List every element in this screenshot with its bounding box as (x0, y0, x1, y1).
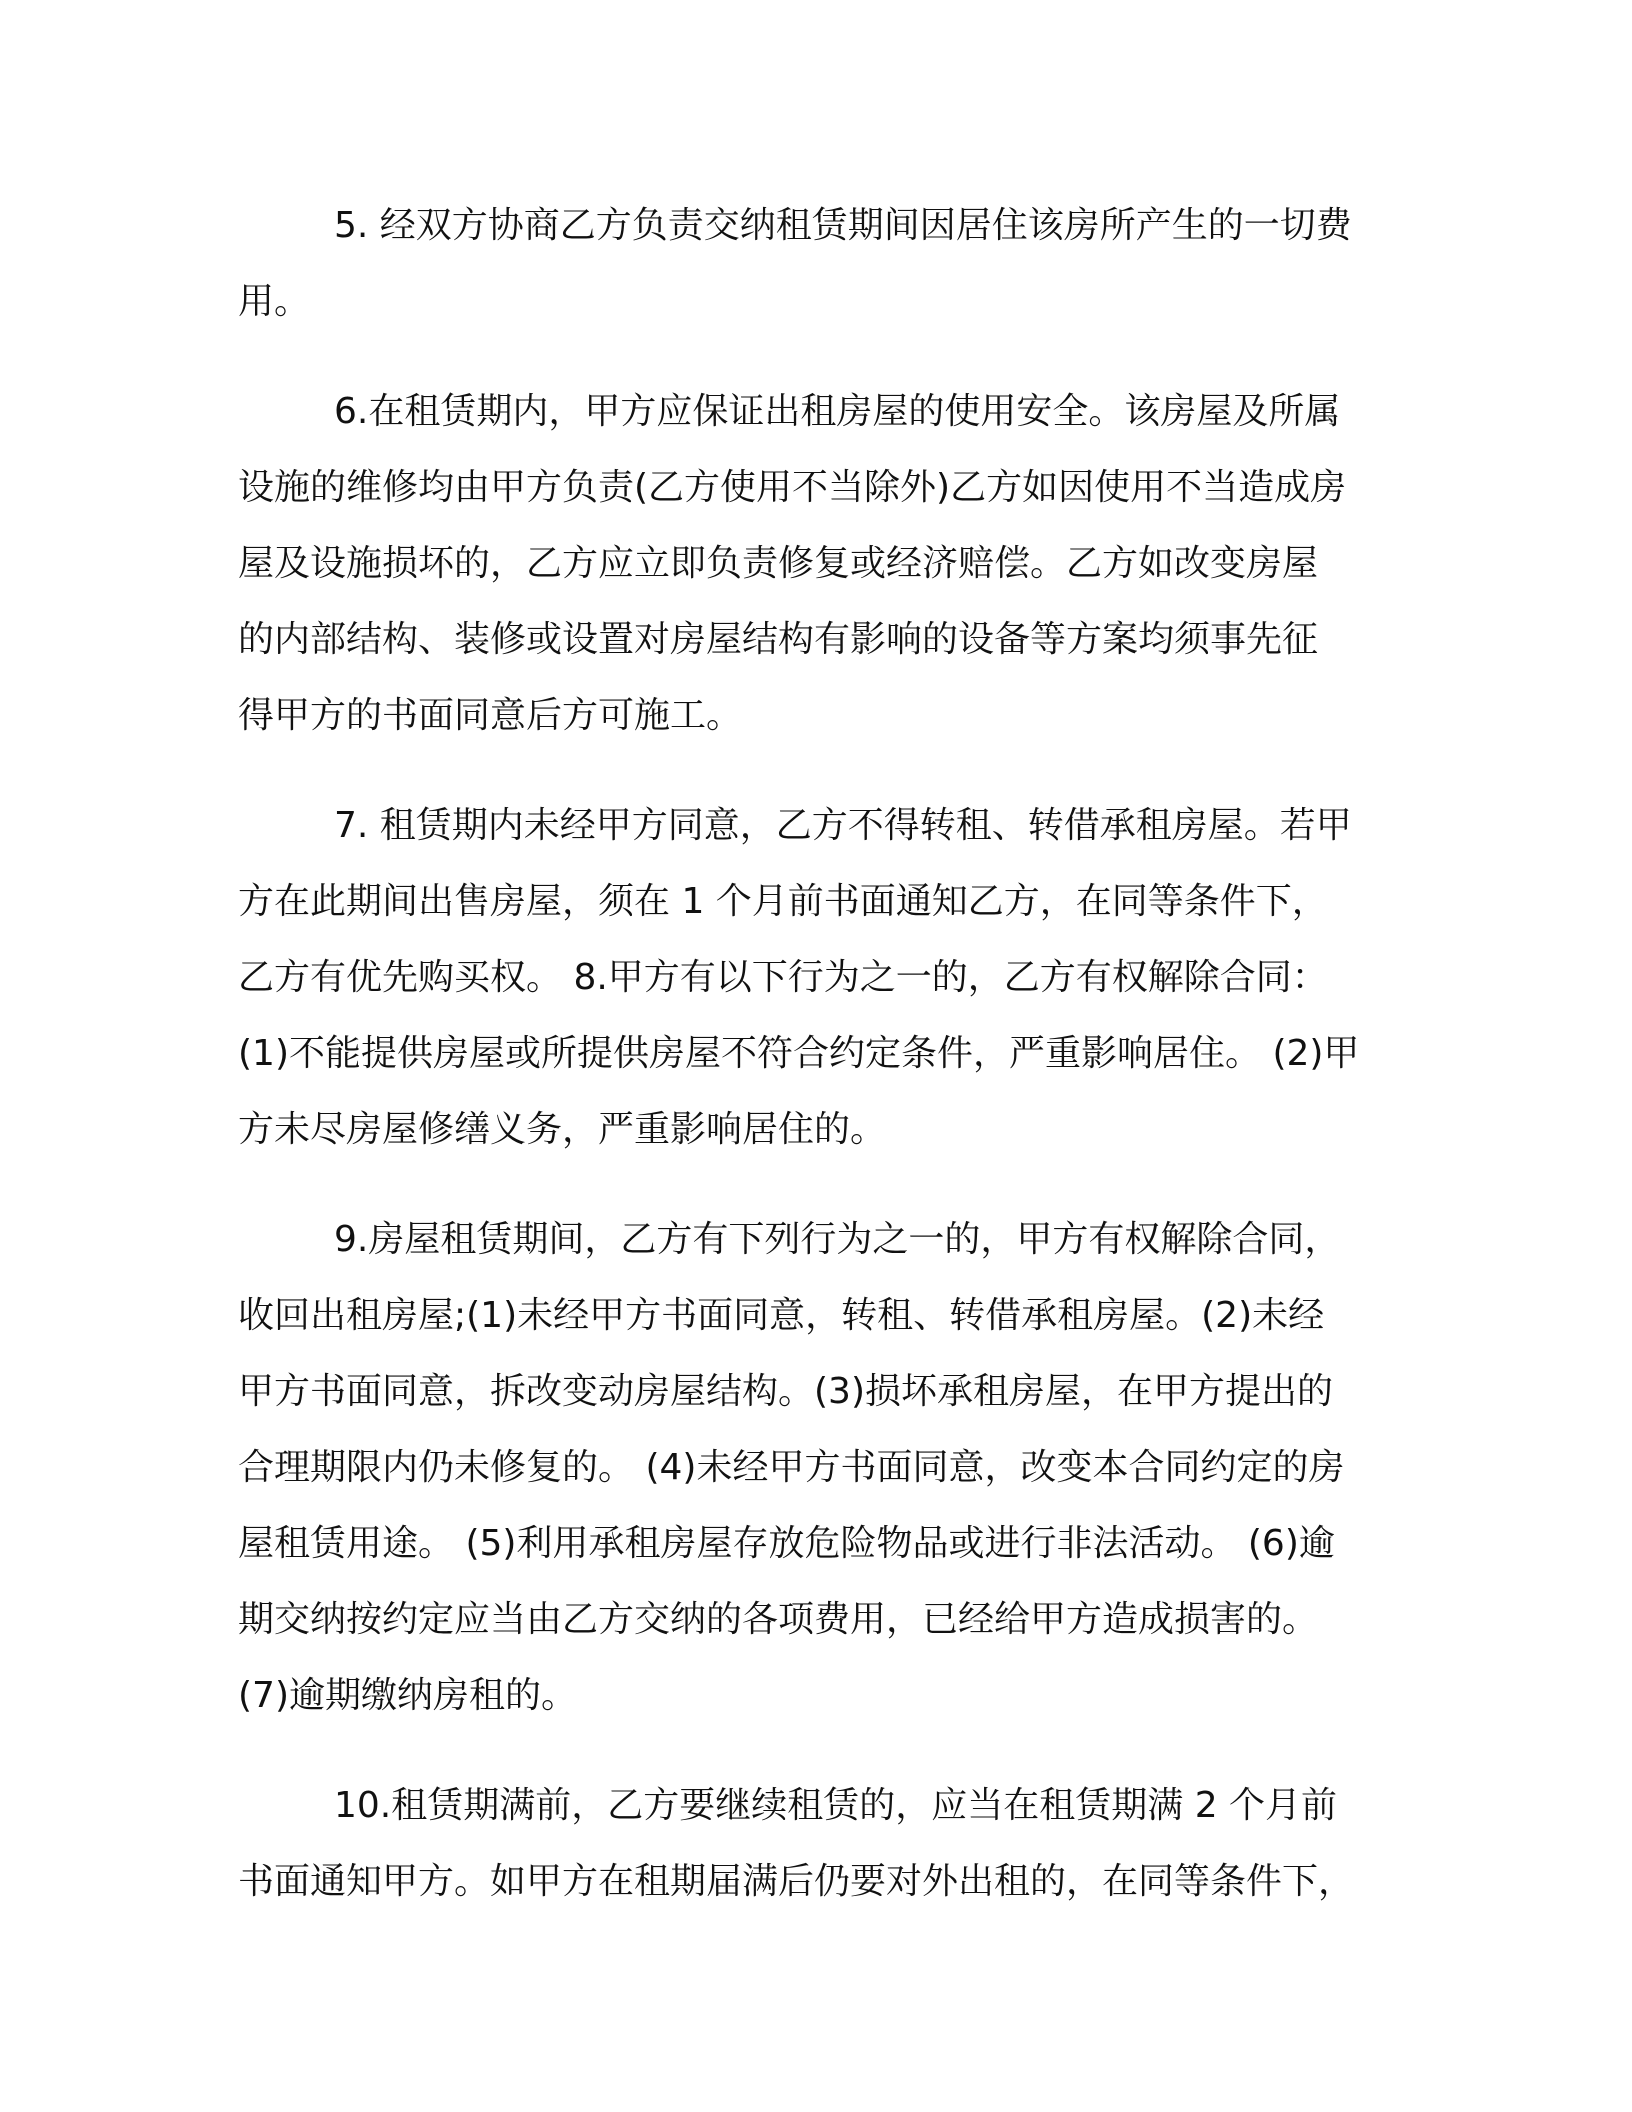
text-line: 用。 (238, 281, 311, 322)
text-line: 收回出租房屋;(1)未经甲方书面同意，转租、转借承租房屋。(2)未经 (238, 1295, 1325, 1336)
text-line: 10.租赁期满前，乙方要继续租赁的，应当在租赁期满 2 个月前 (334, 1785, 1338, 1826)
paragraph-6 (238, 374, 1386, 754)
text-line: 6.在租赁期内，甲方应保证出租房屋的使用安全。该房屋及所属 (334, 391, 1341, 432)
paragraph-9 (238, 1202, 1386, 1734)
text-line: 方未尽房屋修缮义务，严重影响居住的。 (238, 1109, 887, 1150)
text-line: 的内部结构、装修或设置对房屋结构有影响的设备等方案均须事先征 (238, 619, 1319, 660)
text-line: 7. 租赁期内未经甲方同意，乙方不得转租、转借承租房屋。若甲 (334, 805, 1352, 846)
text-line: 屋及设施损坏的，乙方应立即负责修复或经济赔偿。乙方如改变房屋 (238, 543, 1319, 584)
paragraph-5 (238, 188, 1386, 340)
text-line: 9.房屋租赁期间，乙方有下列行为之一的，甲方有权解除合同， (334, 1219, 1341, 1260)
text-line: (7)逾期缴纳房租的。 (238, 1675, 577, 1716)
document-page (238, 188, 1386, 1954)
text-line: 设施的维修均由甲方负责(乙方使用不当除外)乙方如因使用不当造成房 (238, 467, 1347, 508)
paragraph-10 (238, 1768, 1386, 1920)
text-line: 合理期限内仍未修复的。 (4)未经甲方书面同意，改变本合同约定的房 (238, 1447, 1345, 1488)
text-line: 得甲方的书面同意后方可施工。 (238, 695, 743, 736)
text-line: 期交纳按约定应当由乙方交纳的各项费用，已经给甲方造成损害的。 (238, 1599, 1319, 1640)
paragraph-7-8 (238, 788, 1386, 1168)
text-line: 甲方书面同意，拆改变动房屋结构。(3)损坏承租房屋，在甲方提出的 (238, 1371, 1333, 1412)
text-line: 5. 经双方协商乙方负责交纳租赁期间因居住该房所产生的一切费 (334, 205, 1352, 246)
text-line: 方在此期间出售房屋，须在 1 个月前书面通知乙方，在同等条件下， (238, 881, 1328, 922)
text-line: 乙方有优先购买权。 8.甲方有以下行为之一的，乙方有权解除合同： (238, 957, 1328, 998)
text-line: 屋租赁用途。 (5)利用承租房屋存放危险物品或进行非法活动。 (6)逾 (238, 1523, 1335, 1564)
text-line: (1)不能提供房屋或所提供房屋不符合约定条件，严重影响居住。 (2)甲 (238, 1033, 1360, 1074)
text-line: 书面通知甲方。如甲方在租期届满后仍要对外出租的，在同等条件下， (238, 1861, 1355, 1902)
